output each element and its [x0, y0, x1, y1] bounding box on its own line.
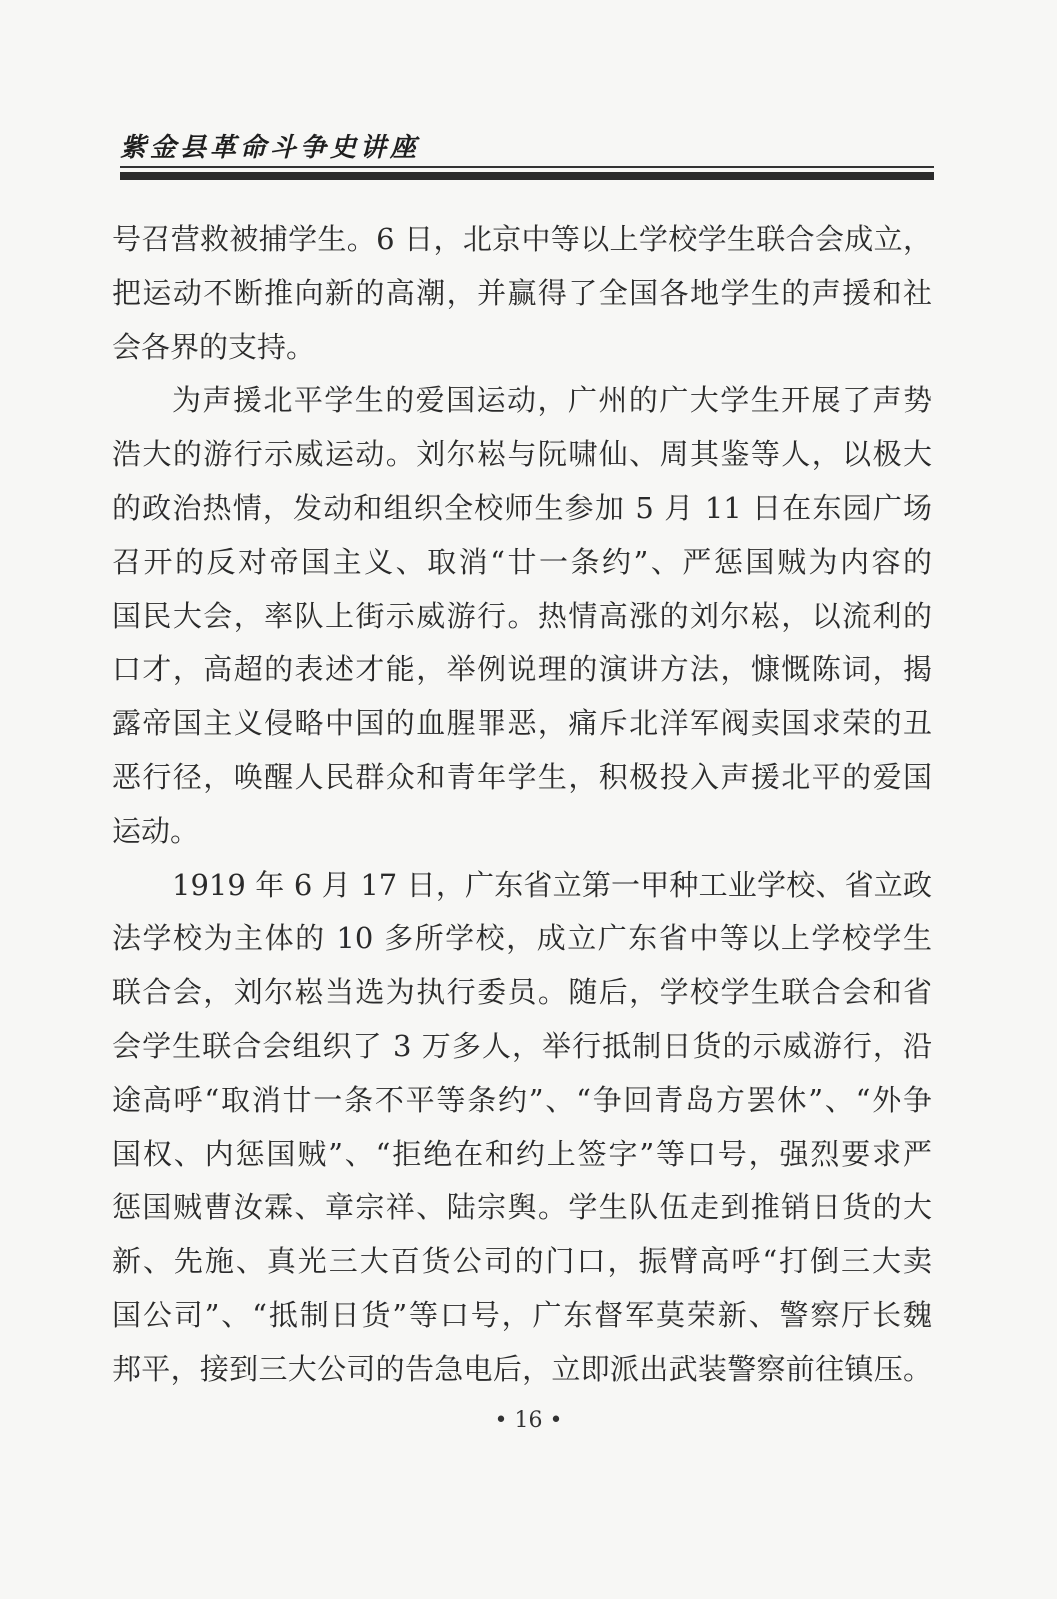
text-line: 会学生联合会组织了 3 万多人，举行抵制日货的示威游行，沿: [112, 1028, 932, 1063]
text-line: 国民大会，率队上街示威游行。热情高涨的刘尔崧，以流利的: [112, 598, 932, 633]
text-line: 新、先施、真光三大百货公司的门口，振臂高呼“打倒三大卖: [112, 1244, 932, 1279]
text-line: 联合会，刘尔崧当选为执行委员。随后，学校学生联合会和省: [112, 975, 932, 1010]
text-line: 邦平，接到三大公司的告急电后，立即派出武装警察前往镇压。: [112, 1351, 932, 1386]
text-line: 国公司”、“抵制日货”等口号，广东督军莫荣新、警察厅长魏: [112, 1297, 932, 1332]
running-header-title: 紫金县革命斗争史讲座: [120, 133, 421, 163]
text-line: 运动。: [112, 813, 200, 848]
text-line: 会各界的支持。: [112, 329, 316, 364]
header-rule-thin: [120, 166, 934, 168]
text-line: 召开的反对帝国主义、取消“廿一条约”、严惩国贼为内容的: [112, 544, 932, 579]
page-number: • 16 •: [494, 1408, 563, 1433]
text-line: 恶行径，唤醒人民群众和青年学生，积极投入声援北平的爱国: [112, 759, 932, 794]
text-line: 途高呼“取消廿一条不平等条约”、“争回青岛方罢休”、“外争: [112, 1082, 932, 1117]
text-line: 法学校为主体的 10 多所学校，成立广东省中等以上学校学生: [112, 921, 932, 956]
header-rule-thick: [120, 172, 934, 180]
text-line: 把运动不断推向新的高潮，并赢得了全国各地学生的声援和社: [112, 275, 932, 310]
body-text: [112, 213, 932, 1397]
text-line: 国权、内惩国贼”、“拒绝在和约上签字”等口号，强烈要求严: [112, 1136, 932, 1171]
text-line: 惩国贼曹汝霖、章宗祥、陆宗舆。学生队伍走到推销日货的大: [112, 1190, 932, 1225]
text-line: 为声援北平学生的爱国运动，广州的广大学生开展了声势: [172, 383, 932, 418]
text-line: 的政治热情，发动和组织全校师生参加 5 月 11 日在东园广场: [112, 490, 932, 525]
text-line: 号召营救被捕学生。6 日，北京中等以上学校学生联合会成立，: [112, 222, 932, 256]
text-line: 口才，高超的表述才能，举例说理的演讲方法，慷慨陈词，揭: [112, 652, 932, 687]
text-line: 露帝国主义侵略中国的血腥罪恶，痛斥北洋军阀卖国求荣的丑: [112, 706, 932, 741]
text-line: 浩大的游行示威运动。刘尔崧与阮啸仙、周其鉴等人，以极大: [112, 437, 932, 472]
text-line: 1919 年 6 月 17 日，广东省立第一甲种工业学校、省立政: [172, 867, 932, 902]
